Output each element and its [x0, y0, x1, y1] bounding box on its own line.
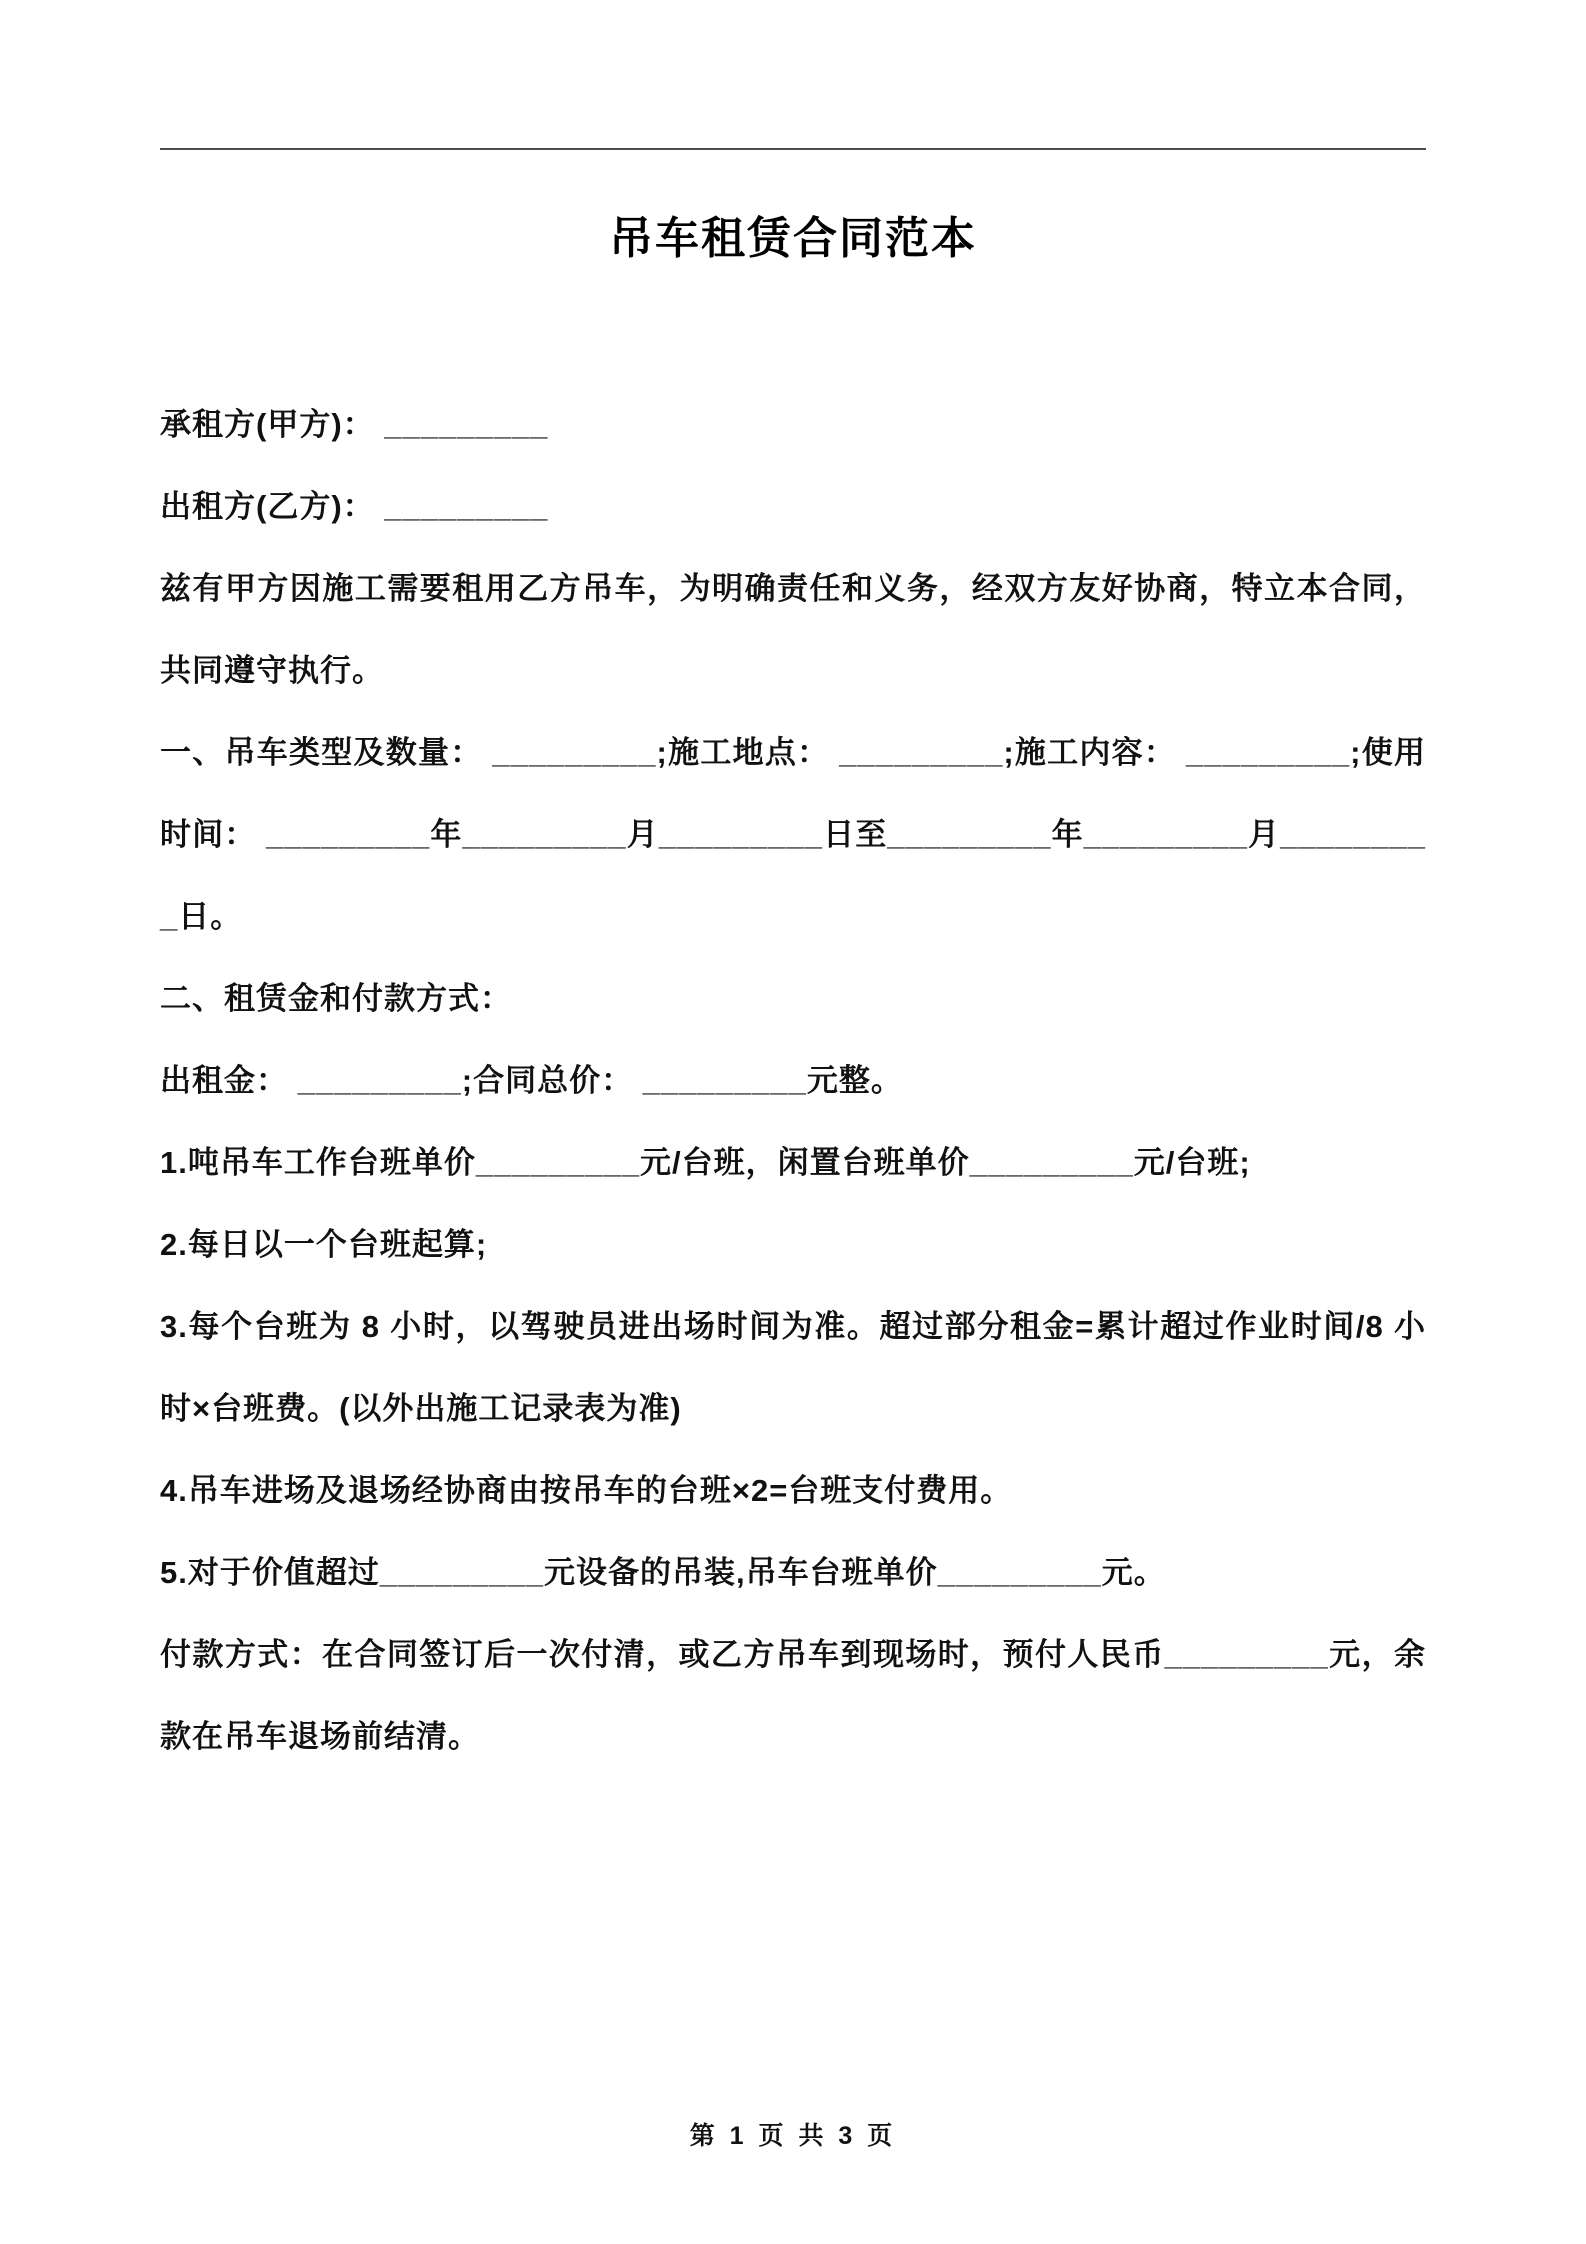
- contract-paragraph: 一、吊车类型及数量： _________;施工地点： _________;施工内容： _________;使用时间： _________年_________月_________日至_________年_________月_________日。: [160, 735, 1426, 934]
- contract-paragraph: 兹有甲方因施工需要租用乙方吊车，为明确责任和义务，经双方友好协商，特立本合同，共同遵守执行。: [160, 571, 1426, 688]
- contract-paragraph: 承租方(甲方)： _________: [160, 407, 549, 442]
- header-rule: [160, 148, 1426, 150]
- contract-paragraph: 出租金： _________;合同总价： _________元整。: [160, 1063, 903, 1098]
- page-number-footer: 第 1 页 共 3 页: [689, 2122, 897, 2150]
- contract-paragraph: 出租方(乙方)： _________: [160, 489, 549, 524]
- contract-paragraph: 3.每个台班为 8 小时，以驾驶员进出场时间为准。超过部分租金=累计超过作业时间/8 小时×台班费。(以外出施工记录表为准): [160, 1309, 1426, 1426]
- contract-paragraph: 4.吊车进场及退场经协商由按吊车的台班×2=台班支付费用。: [160, 1473, 1013, 1508]
- contract-paragraph: 2.每日以一个台班起算;: [160, 1227, 488, 1262]
- contract-paragraphs: [160, 384, 1426, 1778]
- contract-paragraph: 1.吨吊车工作台班单价_________元/台班，闲置台班单价_________元/台班;: [160, 1145, 1251, 1180]
- contract-paragraph: 付款方式：在合同签订后一次付清，或乙方吊车到现场时，预付人民币_________元，余款在吊车退场前结清。: [160, 1637, 1426, 1754]
- contract-paragraph: 二、租赁金和付款方式：: [160, 981, 512, 1016]
- contract-paragraph: 5.对于价值超过_________元设备的吊装,吊车台班单价_________元。: [160, 1555, 1166, 1590]
- page-title: 吊车租赁合同范本: [609, 214, 977, 263]
